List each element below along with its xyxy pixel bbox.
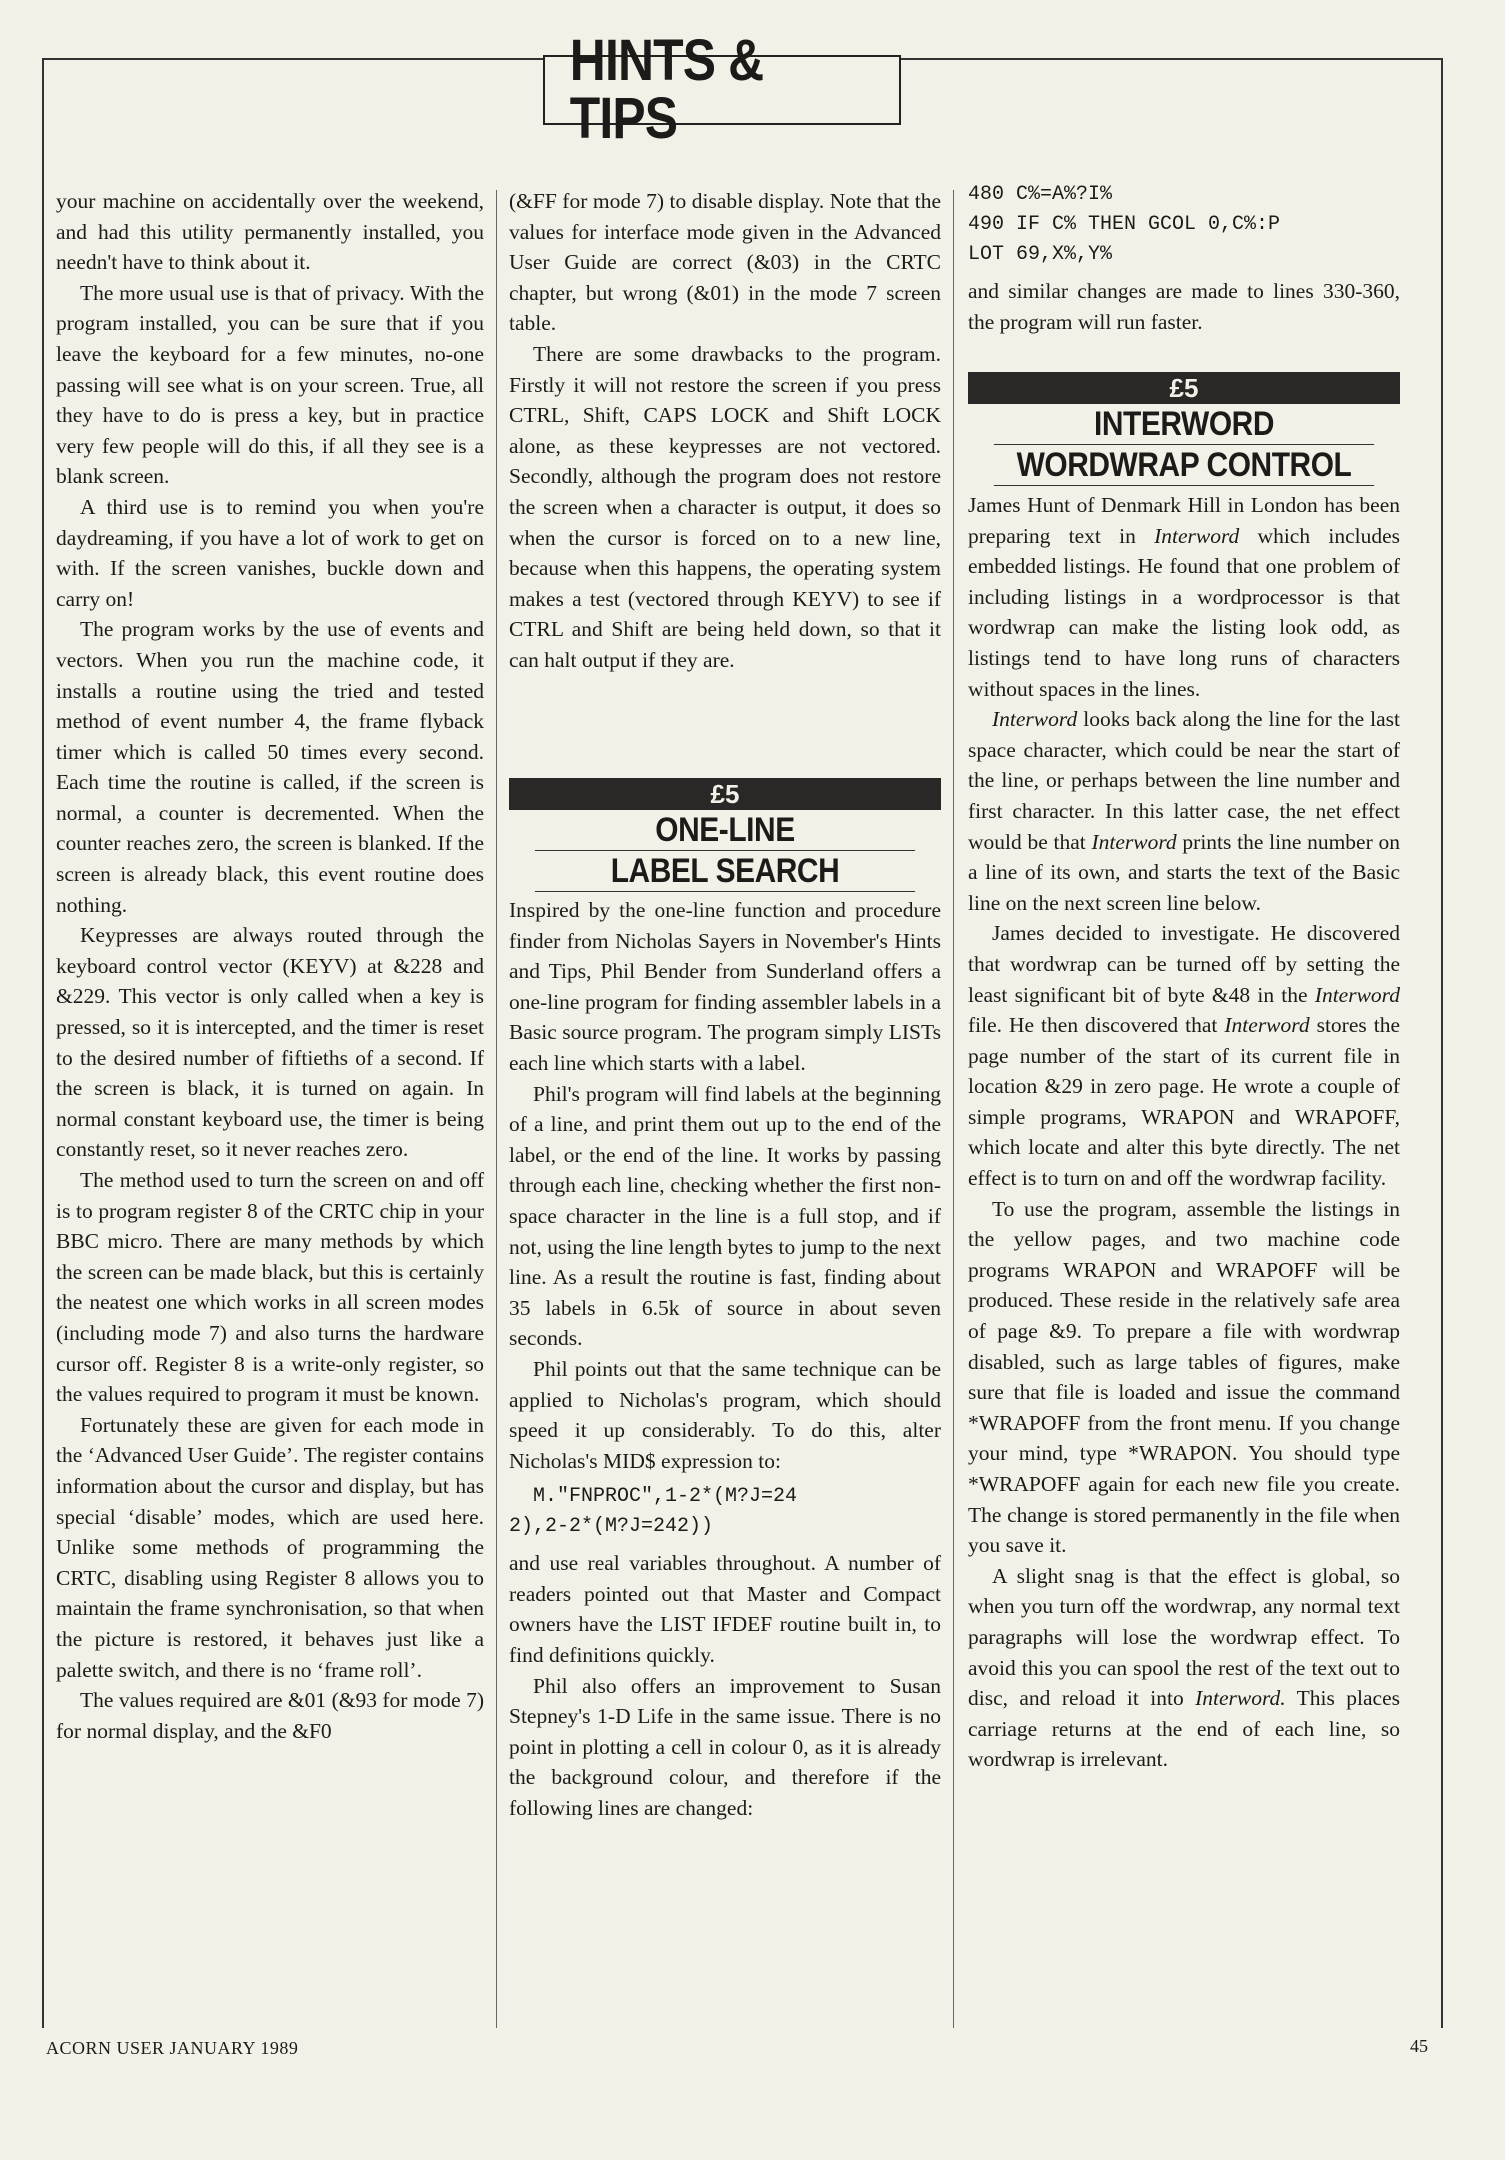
column-divider	[953, 190, 954, 2028]
paragraph: The method used to turn the screen on and off is to program register 8 of the CRTC chip in your BBC micro. There are many methods by which the screen can be made black, but this is certainly the neatest one which works in all screen modes (including mode 7) and also turns the hardware cursor off. Register 8 is a write-only register, so the values required to program it must be known.	[56, 1168, 484, 1407]
paragraph: A third use is to remind you when you're daydreaming, if you have a lot of work to get on with. If the screen vanishes, buckle down and carry on!	[56, 494, 484, 611]
paragraph: Keypresses are always routed through the keyboard control vector (KEYV) at &228 and &229. This vector is only called when a key is pressed, so it is intercepted, and the timer is reset to the desired number of fiftieths of a second. If the screen is black, it is turned on again. In normal constant keyboard use, the timer is being constantly reset, so it never reaches zero.	[56, 923, 484, 1162]
code-listing: 480 C%=A%?I% 490 IF C% THEN GCOL 0,C%:P LOT 69,X%,Y%	[968, 183, 1281, 266]
column-divider	[496, 190, 497, 2028]
column-2-continued	[509, 895, 941, 1824]
article-title: LABEL SEARCH	[535, 851, 915, 892]
section-header	[543, 28, 901, 151]
column-2	[509, 186, 941, 676]
paragraph	[968, 490, 1400, 704]
text: A slight snag is that the effect is global, so when you turn off the wordwrap, any normal text paragraphs will lose the wordwrap effect. To avoid this you can spool the rest of the text out to disc, and reload it into	[968, 1563, 1400, 1711]
article-title: WORDWRAP CONTROL	[994, 445, 1374, 486]
paragraph	[968, 1561, 1400, 1775]
text: stores the page number of the start of its current file in location &29 in zero page. He wrote a couple of simple programs, WRAPON and WRAPOFF, which locate and alter this byte directly. The net effect is to turn on and off the wordwrap facility.	[968, 1013, 1400, 1191]
paragraph	[968, 918, 1400, 1193]
text: prints the line number on a line of its own, and starts the text of the Basic line on the next screen line below.	[968, 829, 1400, 915]
article-heading-interword-wordwrap-control	[968, 372, 1400, 486]
price-banner: £5	[968, 372, 1400, 404]
paragraph: Phil points out that the same technique can be applied to Nicholas's program, which should speed it up considerably. To do this, alter Nicholas's MID$ expression to:	[509, 1356, 941, 1473]
column-3-continued	[968, 490, 1400, 1775]
italic-text: Interword	[1091, 829, 1177, 854]
article-title: INTERWORD	[994, 404, 1374, 445]
paragraph: (&FF for mode 7) to disable display. Note that the values for interface mode given in the Advanced User Guide are correct (&03) in the CRTC chapter, but wrong (&01) in the mode 7 screen table.	[509, 189, 941, 336]
column-1	[56, 186, 484, 1746]
text: James Hunt of Denmark Hill in London has been preparing text in	[968, 493, 1400, 548]
frame-left-rule	[42, 58, 44, 2028]
article-title: ONE-LINE	[535, 810, 915, 851]
section-title: HINTS & TIPS	[569, 28, 764, 151]
frame-right-rule	[1441, 58, 1443, 2028]
text: which includes embedded listings. He found that one problem of including listings in a wordprocessor is that wordwrap can make the listing look odd, as listings tend to have long runs of characters without spaces in the lines.	[968, 523, 1400, 701]
footer-publication: ACORN USER JANUARY 1989	[46, 2038, 299, 2058]
italic-text: Interword.	[1195, 1686, 1286, 1711]
italic-text: Interword	[1314, 982, 1400, 1007]
paragraph: and similar changes are made to lines 330-360, the program will run faster.	[968, 279, 1400, 334]
text: looks back along the line for the last space character, which could be near the start of the line, or perhaps between the line number and first character. In this latter case, the net effect would be that	[968, 707, 1400, 854]
paragraph: your machine on accidentally over the weekend, and had this utility permanently installed, you needn't have to think about it.	[56, 189, 484, 275]
text: James decided to investigate. He discovered that wordwrap can be turned off by setting the least significant bit of byte &48 in the	[968, 921, 1400, 1007]
paragraph: The values required are &01 (&93 for mode 7) for normal display, and the &F0	[56, 1688, 484, 1743]
italic-text: Interword	[1154, 523, 1240, 548]
column-3	[968, 180, 1400, 337]
paragraph: Fortunately these are given for each mode in the ‘Advanced User Guide’. The register contains information about the cursor and display, but has special ‘disable’ modes, which are used here. Unlike some methods of programming the CRTC, disabling using Register 8 allows you to maintain the frame synchronisation, so that when the picture is restored, it behaves just like a palette switch, and there is no ‘frame roll’.	[56, 1412, 484, 1682]
paragraph: Phil also offers an improvement to Susan Stepney's 1-D Life in the same issue. There is no point in plotting a cell in colour 0, as it is already the background colour, and therefore if the following lines are changed:	[509, 1673, 941, 1821]
frame-top-rule-left	[42, 58, 547, 60]
paragraph: Inspired by the one-line function and procedure finder from Nicholas Sayers in November's Hints and Tips, Phil Bender from Sunderland offers a one-line program for finding assembler labels in a Basic source program. The program simply LISTs each line which starts with a label.	[509, 898, 941, 1075]
article-heading-one-line-label-search	[509, 778, 941, 892]
price-banner: £5	[509, 778, 941, 810]
italic-text: Interword	[992, 707, 1078, 732]
paragraph: The more usual use is that of privacy. With the program installed, you can be sure that if you leave the keyboard for a few minutes, no-one passing will see what is on your screen. True, all they have to do is press a key, but in practice very few people will do this, if all they see is a blank screen.	[56, 280, 484, 489]
paragraph	[968, 704, 1400, 918]
page-number: 45	[1410, 2036, 1428, 2056]
paragraph: To use the program, assemble the listings in the yellow pages, and two machine code programs WRAPON and WRAPOFF will be produced. These reside in the relatively safe area of page &9. To prepare a file with wordwrap disabled, such as large tables of figures, make sure that file is loaded and issue the command *WRAPOFF from the front menu. If you change your mind, type *WRAPON. You should type *WRAPOFF again for each new file you create. The change is stored permanently in the file when you save it.	[968, 1196, 1400, 1558]
text: This places carriage returns at the end of each line, so wordwrap is irrelevant.	[968, 1686, 1400, 1772]
paragraph: and use real variables throughout. A number of readers pointed out that Master and Compact owners have the LIST IFDEF routine built in, to find definitions quickly.	[509, 1551, 941, 1668]
italic-text: Interword	[1224, 1013, 1310, 1038]
paragraph: The program works by the use of events and vectors. When you run the machine code, it installs a routine using the tried and tested method of event number 4, the frame flyback timer which is called 50 times every second. Each time the routine is called, if the screen is normal, a counter is decremented. When the counter reaches zero, the screen is blanked. If the screen is already black, this event routine does nothing.	[56, 617, 484, 917]
paragraph: Phil's program will find labels at the beginning of a line, and print them out up to the end of the label, or the end of the line. It works by passing through each line, checking whether the first non-space character in the line is a full stop, and if not, using the line length bytes to jump to the next line. As a result the routine is fast, finding about 35 labels in 6.5k of source in about seven seconds.	[509, 1081, 941, 1351]
code-listing: M."FNPROC",1-2*(M?J=24 2),2-2*(M?J=242))	[509, 1485, 798, 1539]
frame-top-rule-right	[897, 58, 1442, 60]
text: file. He then discovered that	[968, 1013, 1225, 1038]
paragraph: There are some drawbacks to the program. Firstly it will not restore the screen if you press CTRL, Shift, CAPS LOCK and Shift LOCK alone, as these keypresses are not vectored. Secondly, although the program does not restore the screen when a character is output, it does so when the cursor is forced on to a new line, because when this happens, the operating system makes a test (vectored through KEYV) to see if CTRL and Shift are being held down, so that it can halt output if they are.	[509, 341, 941, 672]
